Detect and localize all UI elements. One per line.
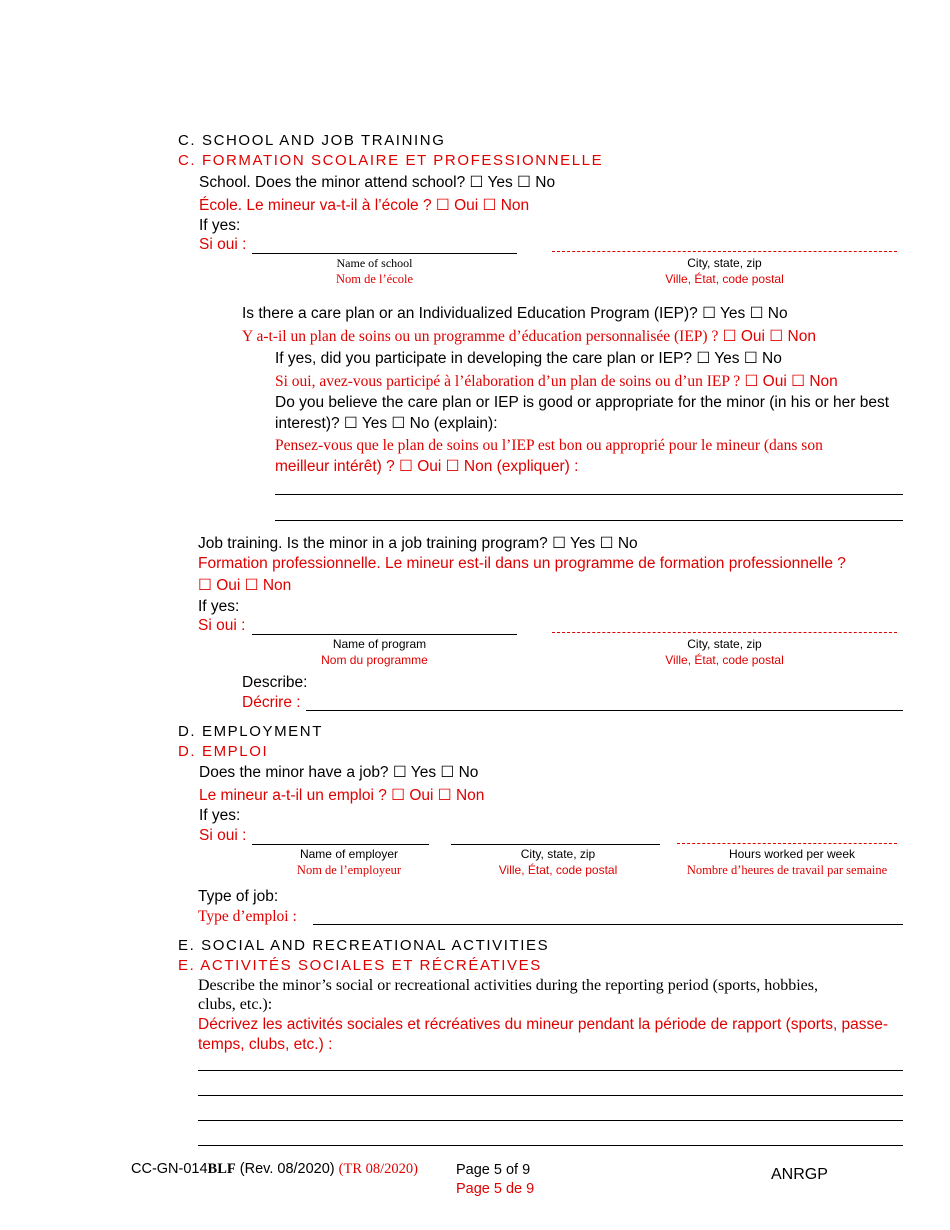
describe-label: Describe:: [242, 674, 308, 691]
employer-name-caption-fr: Nom de l’employeur: [296, 863, 402, 877]
employment-if-yes-fr: Si oui :: [199, 827, 247, 844]
school-name-field[interactable]: [252, 253, 517, 254]
employer-name-caption: Name of employer: [299, 847, 399, 861]
activities-line-4[interactable]: [198, 1145, 903, 1146]
employer-name-field[interactable]: [252, 844, 429, 845]
form-id: [131, 1160, 418, 1178]
section-e-heading: E. SOCIAL AND RECREATIONAL ACTIVITIES: [178, 937, 550, 954]
believe-question-line2[interactable]: interest)? ☐ Yes ☐ No (explain):: [275, 415, 498, 432]
explain-line-1[interactable]: [275, 494, 903, 495]
believe-question-fr-line1: Pensez-vous que le plan de soins ou l’IEP est bon ou approprié pour le mineur (dans son: [275, 437, 823, 454]
participate-question-fr-text: Si oui, avez-vous participé à l’élaboration d’un plan de soins ou d’un IEP ?: [275, 373, 741, 390]
job-if-yes-label-fr: Si oui :: [198, 617, 246, 634]
care-plan-options-fr[interactable]: ☐ Oui ☐ Non: [722, 328, 816, 345]
hours-caption-fr: Nombre d’heures de travail par semaine: [686, 863, 888, 877]
job-type-label: Type of job:: [198, 888, 279, 905]
participate-question-fr[interactable]: [275, 373, 838, 391]
employer-city-caption-fr: Ville, État, code postal: [498, 863, 618, 877]
job-if-yes-label: If yes:: [198, 598, 240, 615]
explain-line-2[interactable]: [275, 520, 903, 521]
school-question[interactable]: School. Does the minor attend school? ☐ Yes ☐ No: [199, 174, 556, 191]
hours-field[interactable]: [677, 843, 897, 844]
section-c-heading-fr: C. FORMATION SCOLAIRE ET PROFESSIONNELLE: [178, 152, 604, 169]
school-name-caption-fr: Nom de l’école: [335, 272, 414, 286]
employer-city-field[interactable]: [451, 844, 660, 845]
hours-caption: Hours worked per week: [728, 847, 856, 861]
program-city-caption-fr: Ville, État, code postal: [665, 653, 784, 667]
job-training-options-fr[interactable]: ☐ Oui ☐ Non: [198, 577, 292, 594]
care-plan-question[interactable]: Is there a care plan or an Individualized Education Program (IEP)? ☐ Yes ☐ No: [242, 305, 788, 322]
program-name-caption-fr: Nom du programme: [321, 653, 428, 667]
form-suffix: BLF: [207, 1161, 236, 1177]
section-d-heading: D. EMPLOYMENT: [178, 723, 323, 740]
believe-question-fr-line2[interactable]: meilleur intérêt) ? ☐ Oui ☐ Non (expliquer) :: [275, 458, 579, 475]
agency-label: ANRGP: [771, 1166, 828, 1183]
job-type-field[interactable]: [313, 924, 903, 925]
section-d-heading-fr: D. EMPLOI: [178, 743, 269, 760]
employment-if-yes: If yes:: [199, 807, 241, 824]
believe-question-line1: Do you believe the care plan or IEP is good or appropriate for the minor (in his or her best: [275, 394, 890, 411]
job-training-question[interactable]: Job training. Is the minor in a job training program? ☐ Yes ☐ No: [198, 535, 638, 552]
activities-line-3[interactable]: [198, 1120, 903, 1121]
page-number: Page 5 of 9: [456, 1162, 531, 1178]
describe-field[interactable]: [306, 710, 903, 711]
activities-line-1[interactable]: [198, 1070, 903, 1071]
program-name-caption: Name of program: [332, 637, 427, 651]
section-c-heading: C. SCHOOL AND JOB TRAINING: [178, 132, 446, 149]
page-number-fr: Page 5 de 9: [456, 1181, 535, 1197]
participate-options-fr[interactable]: ☐ Oui ☐ Non: [744, 373, 838, 390]
employment-question-fr[interactable]: Le mineur a-t-il un emploi ? ☐ Oui ☐ Non: [199, 787, 485, 804]
describe-label-fr: Décrire :: [242, 694, 301, 711]
care-plan-question-fr[interactable]: [242, 328, 816, 346]
job-type-label-fr: Type d’emploi :: [198, 908, 297, 925]
activities-description-fr-line1: Décrivez les activités sociales et récréatives du mineur pendant la période de rapport (sports, passe-: [198, 1016, 889, 1033]
program-city-caption: City, state, zip: [687, 637, 762, 651]
if-yes-label: If yes:: [199, 217, 241, 234]
program-city-field[interactable]: [552, 632, 897, 633]
school-question-fr[interactable]: École. Le mineur va-t-il à l’école ? ☐ Oui ☐ Non: [199, 197, 530, 214]
participate-question[interactable]: If yes, did you participate in developing the care plan or IEP? ☐ Yes ☐ No: [275, 350, 782, 367]
program-name-field[interactable]: [252, 634, 517, 635]
section-e-heading-fr: E. ACTIVITÉS SOCIALES ET RÉCRÉATIVES: [178, 957, 542, 974]
activities-description-fr-line2: temps, clubs, etc.) :: [198, 1036, 333, 1053]
activities-line-2[interactable]: [198, 1095, 903, 1096]
school-name-caption: Name of school: [336, 256, 413, 270]
form-revision: (Rev. 08/2020): [239, 1161, 335, 1177]
form-translation: (TR 08/2020): [338, 1161, 418, 1177]
school-city-caption-fr: Ville, État, code postal: [665, 272, 784, 286]
if-yes-label-fr: Si oui :: [199, 236, 247, 253]
school-city-caption: City, state, zip: [687, 256, 762, 270]
activities-description-line1: Describe the minor’s social or recreational activities during the reporting period (sports, hobbies,: [198, 977, 818, 994]
employment-question[interactable]: Does the minor have a job? ☐ Yes ☐ No: [199, 764, 479, 781]
job-training-question-fr: Formation professionnelle. Le mineur est-il dans un programme de formation professionnelle ?: [198, 555, 846, 572]
activities-description-line2: clubs, etc.):: [198, 996, 273, 1013]
form-code: CC-GN-014: [131, 1161, 208, 1177]
school-city-field[interactable]: [552, 251, 897, 252]
employer-city-caption: City, state, zip: [520, 847, 596, 861]
care-plan-question-fr-text: Y a-t-il un plan de soins ou un programme d’éducation personnalisée (IEP) ?: [242, 328, 719, 345]
